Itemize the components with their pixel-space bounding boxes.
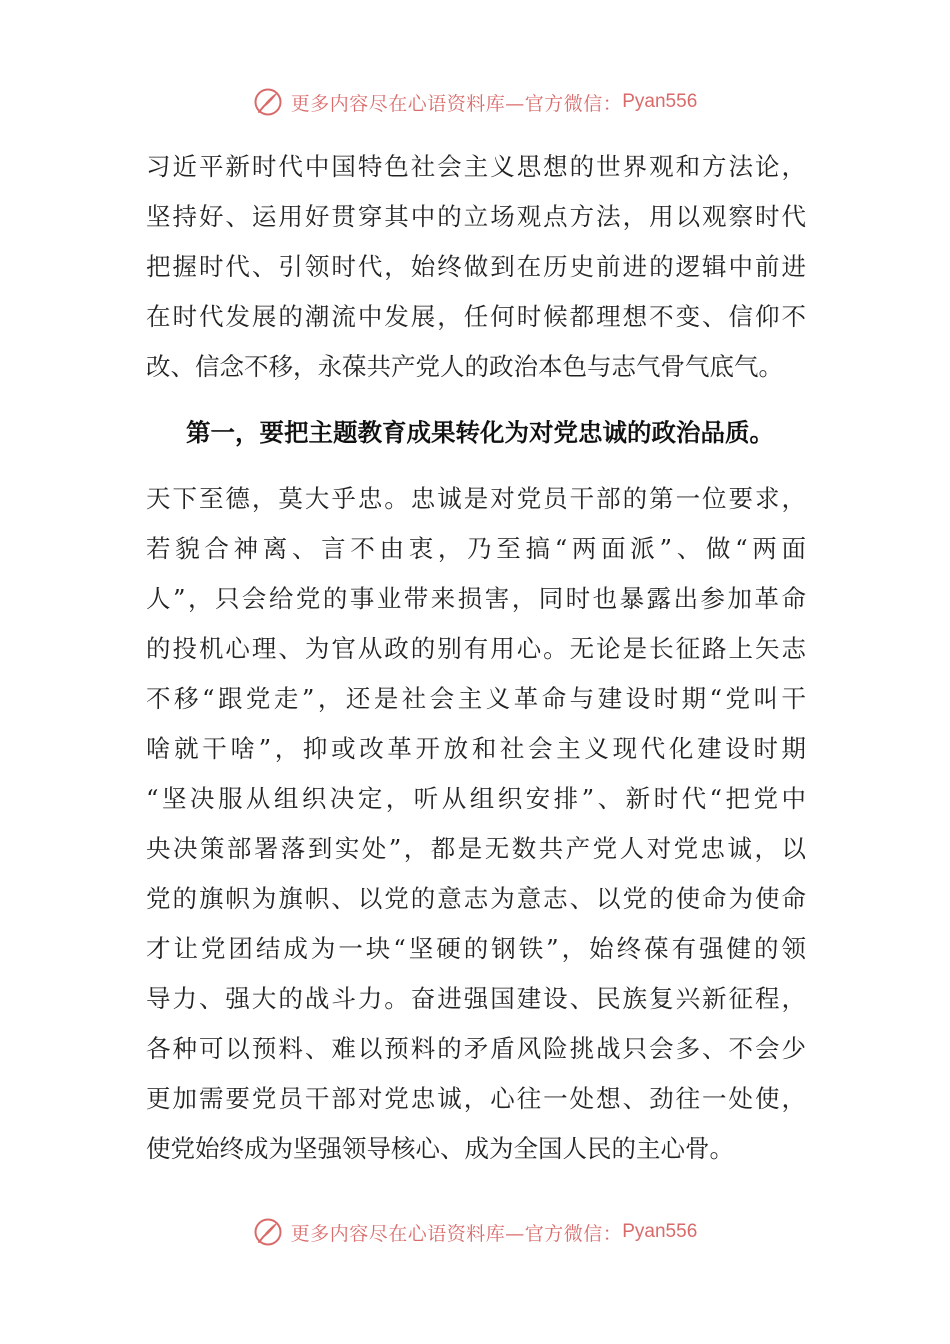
text-line: 不移“跟党走”，还是社会主义革命与建设时期“党叫干 <box>146 684 806 713</box>
text-line: 天下至德，莫大乎忠。忠诚是对党员干部的第一位要求， <box>146 484 806 513</box>
banner-wechat-handle: Pyan556 <box>622 91 698 112</box>
text-line: 更加需要党员干部对党忠诚，心往一处想、劲往一处使， <box>146 1084 806 1113</box>
paragraph-gap <box>146 458 806 474</box>
paragraph-gap <box>146 392 806 408</box>
text-line: 才让党团结成为一块“坚硬的钢铁”，始终葆有强健的领 <box>146 934 806 963</box>
text-line: 人”，只会给党的事业带来损害，同时也暴露出参加革命 <box>146 584 806 613</box>
banner-wechat-handle: Pyan556 <box>622 1221 698 1242</box>
text-line: 习近平新时代中国特色社会主义思想的世界观和方法论， <box>146 152 806 181</box>
text-line: 改、信念不移，永葆共产党人的政治本色与志气骨气底气。 <box>146 352 783 381</box>
heading-line: 第一，要把主题教育成果转化为对党忠诚的政治品质。 <box>186 418 774 447</box>
quill-logo-icon <box>253 1217 283 1247</box>
text-line: 把握时代、引领时代，始终做到在历史前进的逻辑中前进 <box>146 252 806 281</box>
banner-text: 更多内容尽在心语资料库—官方微信： <box>290 92 623 115</box>
header-banner <box>0 82 950 122</box>
paragraph <box>146 142 806 392</box>
text-line: 若貌合神离、言不由衷，乃至搞“两面派”、做“两面 <box>146 534 806 563</box>
text-line: 央决策部署落到实处”，都是无数共产党人对党忠诚，以 <box>146 834 806 863</box>
text-line: 在时代发展的潮流中发展，任何时候都理想不变、信仰不 <box>146 302 806 331</box>
paragraph <box>146 474 806 1174</box>
banner-text: 更多内容尽在心语资料库—官方微信： <box>290 1222 623 1245</box>
document-body <box>146 142 806 1174</box>
text-line: 的投机心理、为官从政的别有用心。无论是长征路上矢志 <box>146 634 806 663</box>
text-line: 使党始终成为坚强领导核心、成为全国人民的主心骨。 <box>146 1134 734 1163</box>
text-line: 坚持好、运用好贯穿其中的立场观点方法，用以观察时代 <box>146 202 806 231</box>
quill-logo-icon <box>253 87 283 117</box>
text-line: 党的旗帜为旗帜、以党的意志为意志、以党的使命为使命 <box>146 884 806 913</box>
text-line: 导力、强大的战斗力。奋进强国建设、民族复兴新征程， <box>146 984 806 1013</box>
section-heading <box>146 408 806 458</box>
footer-banner <box>0 1212 950 1252</box>
text-line: 啥就干啥”，抑或改革开放和社会主义现代化建设时期 <box>146 734 806 763</box>
text-line: 各种可以预料、难以预料的矛盾风险挑战只会多、不会少 <box>146 1034 806 1063</box>
text-line: “坚决服从组织决定，听从组织安排”、新时代“把党中 <box>146 784 806 813</box>
